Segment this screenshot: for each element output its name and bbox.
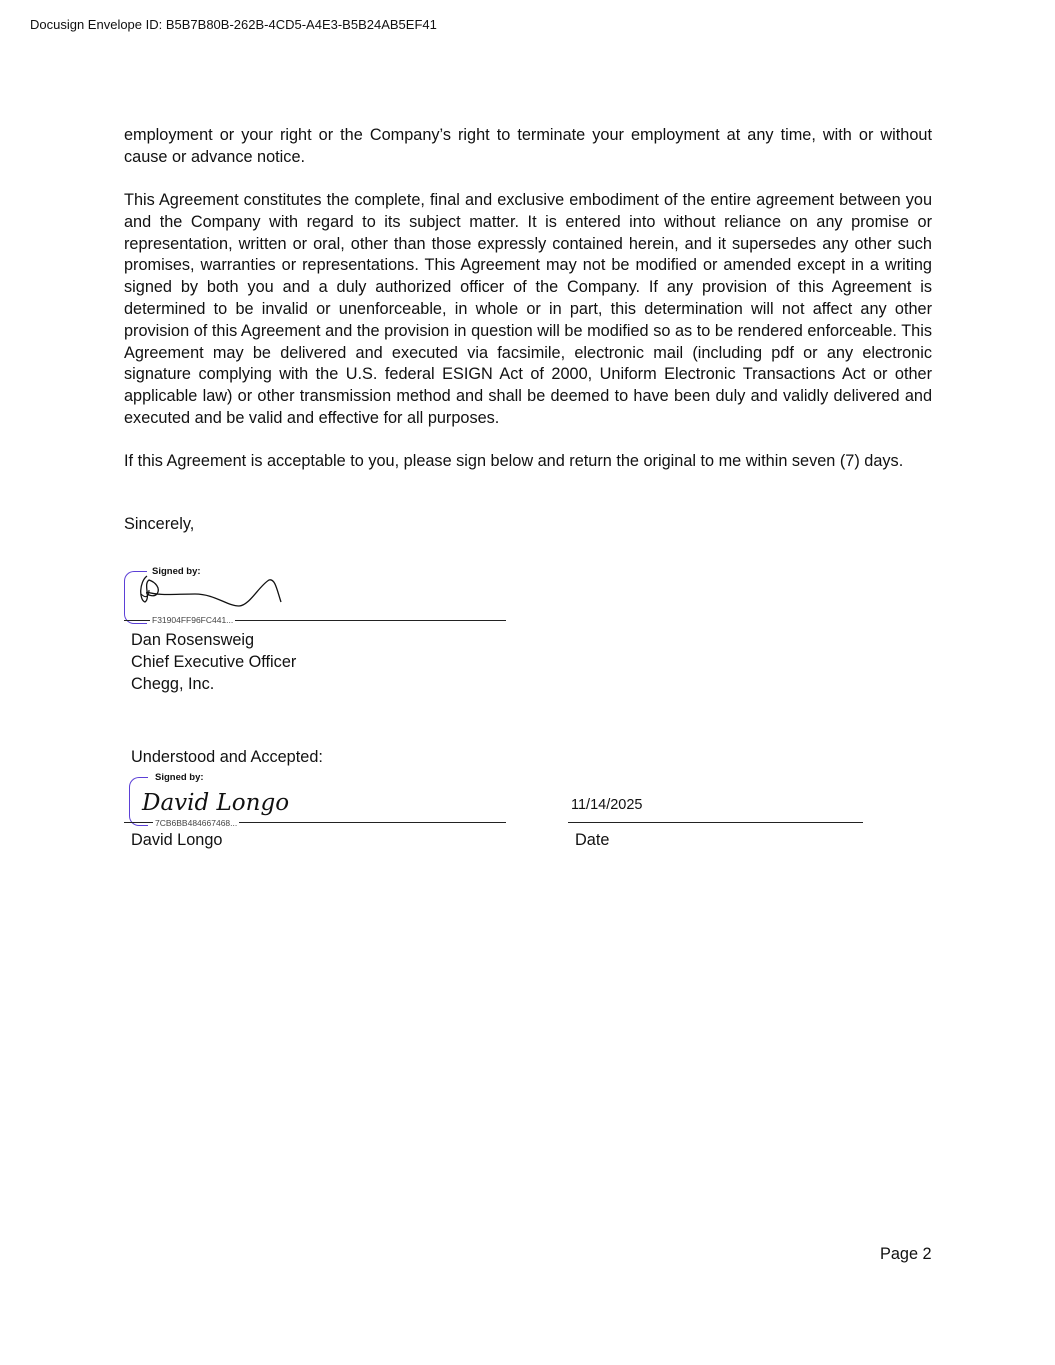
signature-id-employee: 7CB6BB484667468... [155,818,238,828]
company-signer-name: Dan Rosensweig [131,631,255,649]
employee-signer-name: David Longo [131,831,223,849]
date-value: 11/14/2025 [571,797,643,813]
paragraph-entire-agreement: This Agreement constitutes the complete, final and exclusive embodiment of the entire agreement between you and the Company with regard to its subject matter. It is entered into without reliance on any promise or representation, written or oral, other than those expressly contained herein, and it supersedes any other such promises, warranties or representations. This Agreement may not be modified or amended except in a writing signed by both you and a duly authorized officer of the Company. If any provision of this Agreement is determined to be invalid or unenforceable, in whole or in part, this determination will not affect any other provision of this Agreement and the provision in question will be modified so as to be rendered enforceable. This Agreement may be delivered and executed via facsimile, electronic mail (including pdf or any electronic signature complying with the U.S. federal ESIGN Act of 2000, Uniform Electronic Transactions Act or other applicable law) or other transmission method and shall be deemed to have been duly and validly delivered and executed and be valid and effective for all purposes. [124,191,932,427]
signed-by-label-company: Signed by: [152,566,201,577]
signature-id-company: F31904FF96FC441... [152,615,234,625]
signed-by-label-employee: Signed by: [155,772,204,783]
company-name: Chegg, Inc. [131,675,215,693]
company-signer-title: Chief Executive Officer [131,653,297,671]
acceptance-heading: Understood and Accepted: [131,748,323,766]
date-line [568,822,863,823]
envelope-id: Docusign Envelope ID: B5B7B80B-262B-4CD5-A4E3-B5B24AB5EF41 [30,17,437,32]
signature-dan-rosensweig [135,572,285,612]
signature-david-longo [140,786,290,822]
company-signer-block [131,629,296,695]
date-label: Date [575,831,610,849]
signature-script-text: David Longo [142,790,290,816]
page-number: Page 2 [880,1245,932,1263]
paragraph-acceptance-request: If this Agreement is acceptable to you, please sign below and return the original to me within seven (7) days. [124,452,904,470]
closing: Sincerely, [124,515,195,533]
paragraph-employment: employment or your right or the Company’s right to terminate your employment at any time, with or without cause or advance notice. [124,126,932,166]
